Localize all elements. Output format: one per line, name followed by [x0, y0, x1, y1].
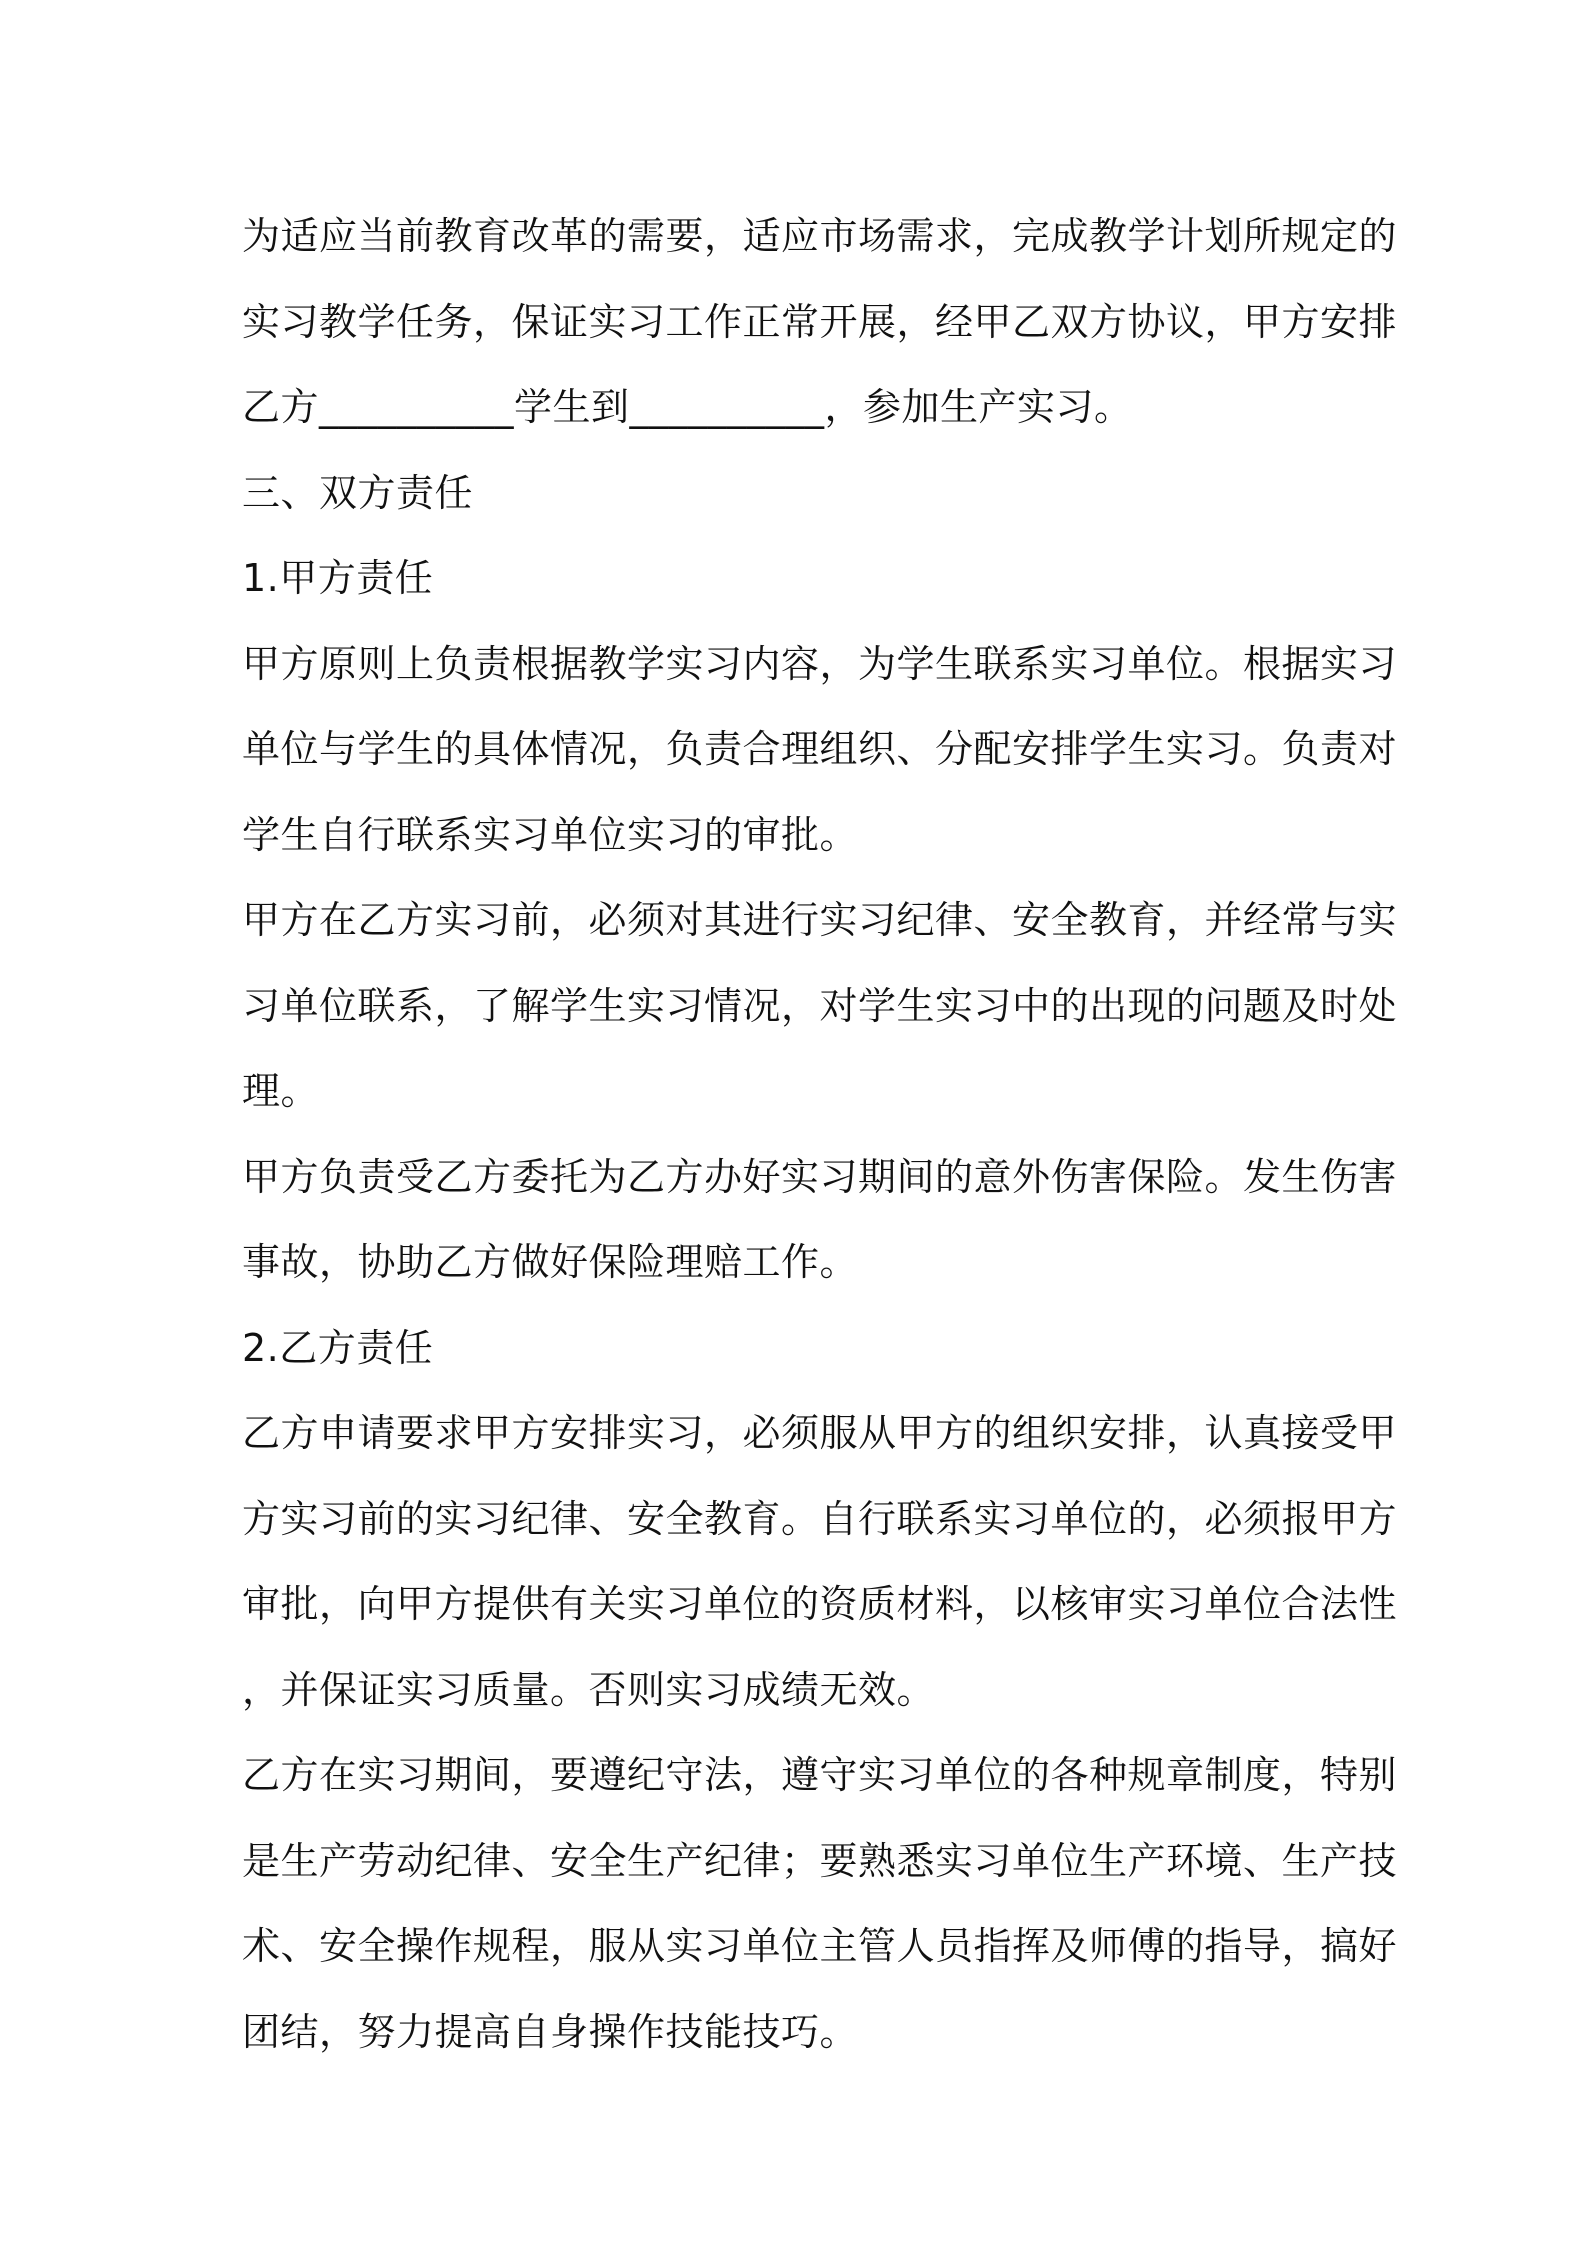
heading-text: 1.甲方责任 — [242, 556, 434, 600]
party-a-paragraph-1 — [242, 622, 1398, 879]
text-line: 是生产劳动纪律、安全生产纪律；要熟悉实习单位生产环境、生产技 — [242, 1838, 1398, 1883]
text-line: 为适应当前教育改革的需要，适应市场需求，完成教学计划所规定的 — [242, 214, 1398, 258]
text-line: 学生自行联系实习单位实习的审批。 — [242, 812, 859, 857]
party-b-paragraph-2 — [242, 1733, 1398, 2075]
party-a-paragraph-2 — [242, 878, 1398, 1135]
text-line: 实习教学任务，保证实习工作正常开展，经甲乙双方协议，甲方安排 — [242, 299, 1398, 344]
text-line: ，并保证实习质量。否则实习成绩无效。 — [242, 1667, 936, 1712]
text-line: 术、安全操作规程，服从实习单位主管人员指挥及师傅的指导，搞好 — [242, 1924, 1398, 1968]
text-line: 甲方原则上负责根据教学实习内容，为学生联系实习单位。根据实习 — [242, 641, 1398, 686]
text-line: 审批，向甲方提供有关实习单位的资质材料，以核审实习单位合法性 — [242, 1582, 1398, 1626]
text-line: 事故，协助乙方做好保险理赔工作。 — [242, 1240, 859, 1284]
subsection-2-heading — [242, 1306, 1344, 1392]
text-line: 方实习前的实习纪律、安全教育。自行联系实习单位的，必须报甲方 — [242, 1496, 1398, 1541]
heading-text: 2.乙方责任 — [242, 1325, 434, 1370]
text-line: 乙方__________学生到__________，参加生产实习。 — [242, 385, 1133, 429]
text-line: 甲方负责受乙方委托为乙方办好实习期间的意外伤害保险。发生伤害 — [242, 1154, 1398, 1199]
text-line: 乙方申请要求甲方安排实习，必须服从甲方的组织安排，认真接受甲 — [242, 1411, 1398, 1455]
party-b-paragraph-1 — [242, 1391, 1398, 1733]
party-a-paragraph-3 — [242, 1135, 1398, 1306]
intro-paragraph — [242, 194, 1398, 451]
text-line: 甲方在乙方实习前，必须对其进行实习纪律、安全教育，并经常与实 — [242, 898, 1398, 942]
text-line: 习单位联系，了解学生实习情况，对学生实习中的出现的问题及时处 — [242, 983, 1398, 1028]
subsection-1-heading — [242, 536, 1344, 622]
section-3-heading — [242, 451, 1344, 537]
text-line: 团结，努力提高自身操作技能技巧。 — [242, 2009, 859, 2054]
text-line: 单位与学生的具体情况，负责合理组织、分配安排学生实习。负责对 — [242, 727, 1398, 771]
document-page — [242, 194, 1398, 2075]
text-line: 乙方在实习期间，要遵纪守法，遵守实习单位的各种规章制度，特别 — [242, 1753, 1398, 1797]
text-line: 理。 — [242, 1069, 320, 1113]
heading-text: 三、双方责任 — [242, 470, 474, 515]
